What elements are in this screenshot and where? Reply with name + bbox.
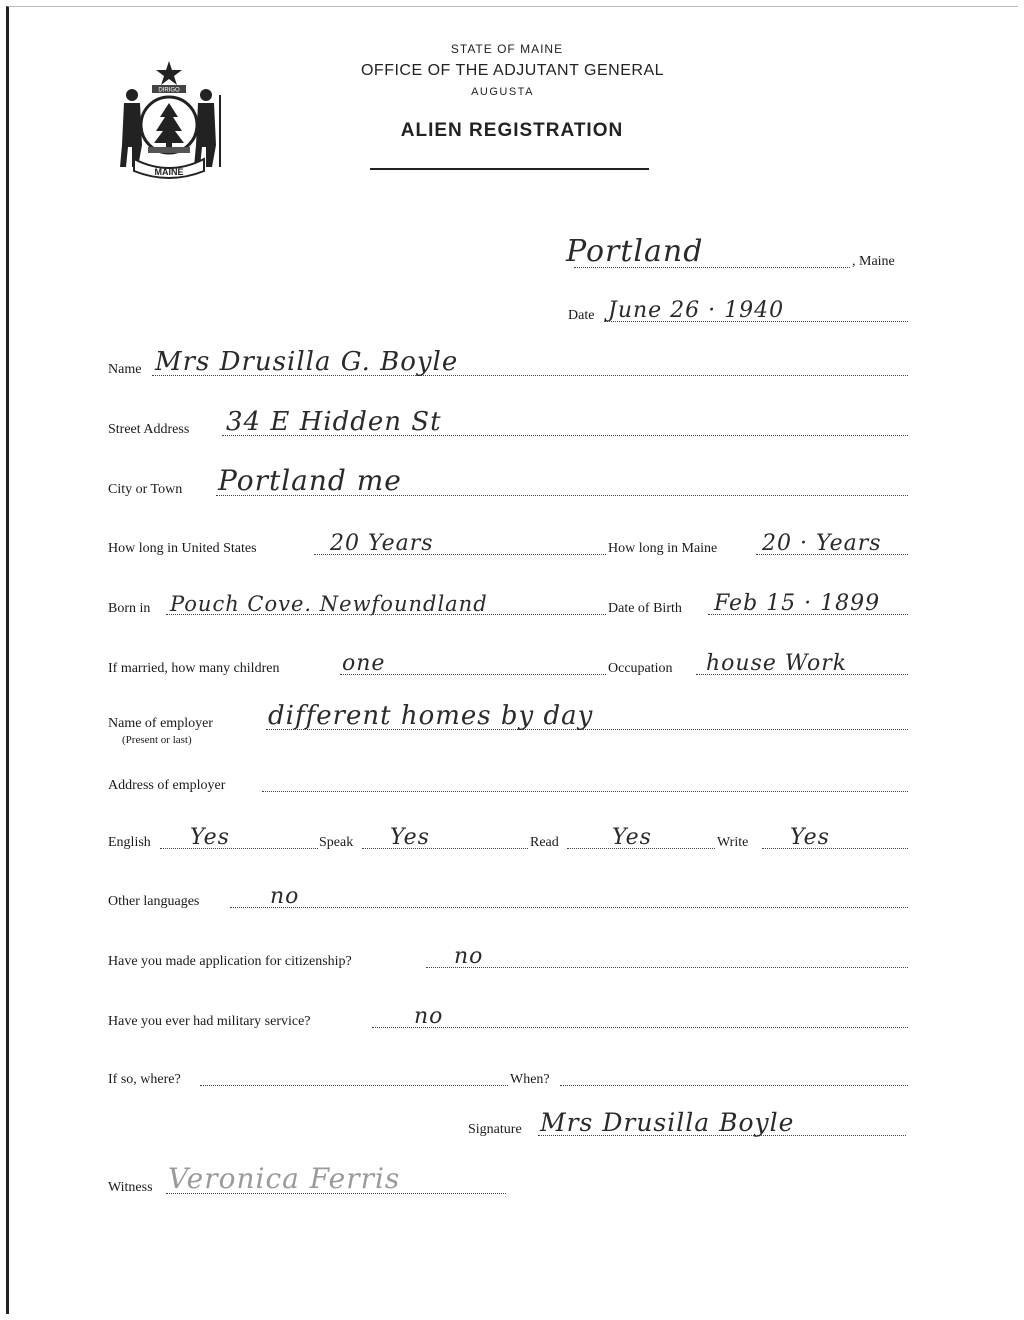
born-in-value[interactable]: Pouch Cove. Newfoundland bbox=[170, 592, 488, 616]
how-long-maine-value[interactable]: 20 · Years bbox=[762, 531, 882, 556]
when-line bbox=[560, 1085, 908, 1086]
children-row bbox=[0, 647, 1024, 677]
citizenship-row bbox=[0, 940, 1024, 970]
city-heading: AUGUSTA bbox=[471, 86, 534, 98]
witness-row bbox=[0, 1162, 1024, 1196]
read-value[interactable]: Yes bbox=[612, 825, 652, 850]
signature-value[interactable]: Mrs Drusilla Boyle bbox=[540, 1108, 795, 1137]
where-label: If so, where? bbox=[108, 1072, 181, 1087]
children-value[interactable]: one bbox=[342, 651, 386, 676]
location-row bbox=[0, 234, 1024, 270]
military-value[interactable]: no bbox=[414, 1004, 444, 1029]
english-value[interactable]: Yes bbox=[190, 825, 230, 850]
street-label: Street Address bbox=[108, 422, 190, 437]
name-row bbox=[0, 348, 1024, 378]
occupation-label: Occupation bbox=[608, 661, 673, 676]
birth-row bbox=[0, 587, 1024, 617]
employer-value[interactable]: different homes by day bbox=[268, 701, 594, 731]
witness-value[interactable]: Veronica Ferris bbox=[168, 1162, 401, 1195]
when-label: When? bbox=[510, 1072, 550, 1087]
how-long-maine-label: How long in Maine bbox=[608, 541, 718, 556]
born-in-label: Born in bbox=[108, 601, 151, 616]
name-value[interactable]: Mrs Drusilla G. Boyle bbox=[155, 347, 459, 377]
employer-sublabel: (Present or last) bbox=[122, 734, 192, 746]
employer-label: Name of employer bbox=[108, 716, 213, 731]
city-value[interactable]: Portland me bbox=[218, 464, 402, 497]
dob-value[interactable]: Feb 15 · 1899 bbox=[714, 591, 881, 616]
other-languages-line bbox=[230, 907, 908, 908]
other-languages-value[interactable]: no bbox=[270, 884, 300, 909]
seal-name: MAINE bbox=[154, 167, 184, 177]
location-value[interactable]: Portland bbox=[566, 234, 704, 269]
state-label: , Maine bbox=[852, 254, 895, 269]
citizenship-line bbox=[426, 967, 908, 968]
english-label: English bbox=[108, 835, 151, 850]
date-value[interactable]: June 26 · 1940 bbox=[608, 298, 785, 323]
write-label: Write bbox=[717, 835, 749, 850]
header bbox=[0, 42, 1024, 142]
signature-row bbox=[0, 1108, 1024, 1138]
seal-motto: DIRIGO bbox=[158, 87, 180, 94]
employer-address-row bbox=[0, 764, 1024, 794]
how-long-us-label: How long in United States bbox=[108, 541, 257, 556]
read-label: Read bbox=[530, 835, 559, 850]
write-line bbox=[762, 848, 908, 849]
form-title: ALIEN REGISTRATION bbox=[400, 120, 624, 141]
other-languages-row bbox=[0, 880, 1024, 910]
how-long-us-value[interactable]: 20 Years bbox=[330, 531, 434, 556]
employer-row bbox=[0, 702, 1024, 732]
employer-address-line bbox=[262, 791, 908, 792]
citizenship-value[interactable]: no bbox=[454, 944, 484, 969]
signature-label: Signature bbox=[468, 1122, 522, 1137]
children-label: If married, how many children bbox=[108, 661, 280, 676]
other-languages-label: Other languages bbox=[108, 894, 200, 909]
title-underline bbox=[370, 168, 649, 170]
residency-row bbox=[0, 527, 1024, 557]
military-line bbox=[372, 1027, 908, 1028]
dob-label: Date of Birth bbox=[608, 601, 682, 616]
city-row bbox=[0, 464, 1024, 498]
language-row bbox=[0, 821, 1024, 851]
speak-line bbox=[362, 848, 528, 849]
write-value[interactable]: Yes bbox=[790, 825, 830, 850]
occupation-value[interactable]: house Work bbox=[706, 651, 848, 676]
date-row bbox=[0, 294, 1024, 324]
street-row bbox=[0, 408, 1024, 438]
date-label: Date bbox=[568, 308, 595, 323]
service-detail-row bbox=[0, 1058, 1024, 1088]
city-label: City or Town bbox=[108, 482, 183, 497]
speak-label: Speak bbox=[319, 835, 354, 850]
state-heading: STATE OF MAINE bbox=[450, 42, 564, 56]
military-row bbox=[0, 1000, 1024, 1030]
english-line bbox=[160, 848, 318, 849]
citizenship-label: Have you made application for citizenship? bbox=[108, 954, 352, 969]
employer-address-label: Address of employer bbox=[108, 778, 226, 793]
speak-value[interactable]: Yes bbox=[390, 825, 430, 850]
street-value[interactable]: 34 E Hidden St bbox=[226, 407, 442, 437]
name-label: Name bbox=[108, 362, 142, 377]
where-line bbox=[200, 1085, 508, 1086]
office-heading: OFFICE OF THE ADJUTANT GENERAL bbox=[360, 62, 665, 79]
witness-label: Witness bbox=[108, 1180, 153, 1195]
military-label: Have you ever had military service? bbox=[108, 1014, 311, 1029]
